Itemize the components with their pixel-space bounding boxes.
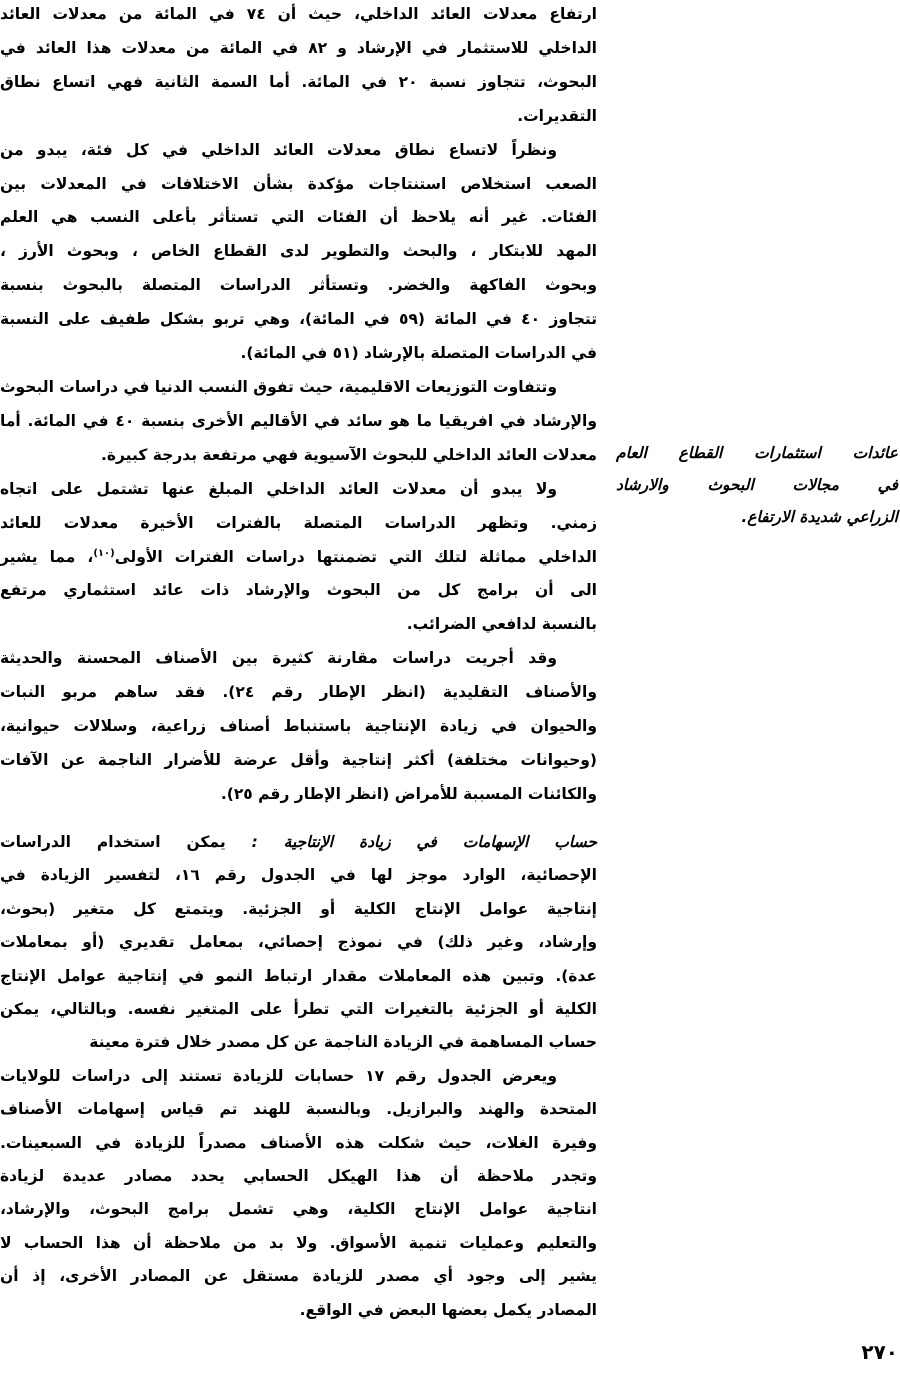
margin-note-line: عائدات استثمارات القطاع العام	[616, 444, 898, 462]
text-line: الى أن برامج كل من البحوث والإرشاد ذات عائد استثماري مرتفع	[0, 581, 597, 600]
text-line: ونظراً لاتساع نطاق معدلات العائد الداخلي في كل فئة، يبدو من	[0, 140, 557, 159]
text-line: الداخلي للاستثمار في الإرشاد و ٨٢ في المائة من معدلات هذا العائد في	[0, 38, 597, 57]
text-line: البحوث، تتجاوز نسبة ٢٠ في المائة. أما السمة الثانية فهي اتساع نطاق	[0, 72, 597, 91]
main-text-block-b	[0, 826, 597, 1327]
text-segment: ، مما يشير	[0, 547, 94, 566]
text-line: زمني. وتظهر الدراسات المتصلة بالفترات الأخيرة معدلات للعائد	[0, 513, 597, 532]
paragraph	[0, 134, 597, 371]
footnote-reference: (١٠)	[93, 547, 115, 559]
text-line: في الدراسات المتصلة بالإرشاد (٥١ في المائة).	[240, 344, 597, 363]
text-line: الإحصائية، الوارد موجز لها في الجدول رقم ١٦، لتفسير الزيادة في	[0, 866, 597, 885]
text-line: تتجاوز ٤٠ في المائة (٥٩ في المائة)، وهي تربو بشكل طفيف على النسبة	[0, 310, 598, 329]
text-line: والكائنات المسببة للأمراض (انظر الإطار رقم ٢٥).	[220, 784, 597, 803]
text-line: وتتفاوت التوزيعات الاقليمية، حيث تفوق النسب الدنيا في دراسات البحوث	[0, 377, 557, 396]
paragraph	[0, 1060, 597, 1327]
text-line: حساب المساهمة في الزيادة الناجمة عن كل مصدر خلال فترة معينة	[89, 1033, 597, 1052]
margin-note-line: الزراعي شديدة الارتفاع.	[741, 508, 898, 526]
text-line: المتحدة والهند والبرازيل. وبالنسبة للهند تم قياس إسهامات الأصناف	[0, 1100, 597, 1119]
margin-note	[616, 437, 898, 533]
section-heading: حساب الإسهامات في زيادة الإنتاجية :	[251, 833, 597, 851]
paragraph	[0, 0, 597, 134]
text-line: انتاجية عوامل الإنتاج الكلية، وهي تشمل برامج البحوث، والإرشاد،	[0, 1200, 597, 1219]
text-segment: يمكن استخدام الدراسات	[0, 833, 252, 851]
text-line: بالنسبة لدافعي الضرائب.	[406, 615, 597, 634]
paragraph	[0, 642, 597, 812]
paragraph	[0, 473, 597, 643]
text-line: المصادر يكمل بعضها البعض في الواقع.	[299, 1300, 597, 1319]
text-line: وقد أجريت دراسات مقارنة كثيرة بين الأصناف المحسنة والحديثة	[0, 649, 557, 668]
text-line: ارتفاع معدلات العائد الداخلي، حيث أن ٧٤ في المائة من معدلات العائد	[0, 5, 597, 23]
text-line	[0, 826, 597, 859]
text-line: والإرشاد في افريقيا ما هو سائد في الأقاليم الأخرى بنسبة ٤٠ في المائة. أما	[0, 411, 598, 430]
text-line: عدة). وتبين هذه المعاملات مقدار ارتباط النمو في إنتاجية عوامل الإنتاج	[0, 966, 597, 985]
main-text-block-a	[0, 0, 597, 812]
text-line: وإرشاد، وغير ذلك) في نموذج إحصائي، بمعامل تقديري (أو بمعاملات	[0, 933, 597, 952]
margin-note-line: في مجالات البحوث والارشاد	[616, 476, 898, 494]
text-line: وبحوث الفاكهة والخضر. وتستأثر الدراسات المتصلة بالبحوث بنسبة	[0, 276, 597, 295]
text-line	[0, 541, 597, 575]
text-line: معدلات العائد الداخلي للبحوث الآسيوية فهي مرتفعة بدرجة كبيرة.	[101, 445, 597, 464]
text-line: والحيوان في زيادة الإنتاجية باستنباط أصناف زراعية، وسلالات حيوانية،	[0, 717, 597, 736]
text-line: ويعرض الجدول رقم ١٧ حسابات للزيادة تستند إلى دراسات للولايات	[0, 1066, 557, 1085]
text-line: (وحيوانات مختلفة) أكثر إنتاجية وأقل عرضة للأضرار الناجمة عن الآفات	[0, 750, 597, 769]
text-line: وفيرة الغلات، حيث شكلت هذه الأصناف مصدراً للزيادة في السبعينات.	[0, 1133, 597, 1152]
text-line: التقديرات.	[517, 106, 597, 125]
text-line: والتعليم وعمليات تنمية الأسواق. ولا بد من ملاحظة أن هذا الحساب لا	[0, 1233, 597, 1252]
text-line: وتجدر ملاحظة أن هذا الهيكل الحسابي يحدد مصادر عديدة لزيادة	[0, 1167, 597, 1186]
text-line: المهد للابتكار ، والبحث والتطوير لدى القطاع الخاص ، وبحوث الأرز ،	[0, 242, 597, 261]
text-line: والأصناف التقليدية (انظر الإطار رقم ٢٤). فقد ساهم مربو النبات	[0, 683, 597, 702]
page-number: ٢٧٠	[861, 1340, 898, 1364]
paragraph	[0, 371, 597, 473]
text-line: ولا يبدو أن معدلات العائد الداخلي المبلغ عنها تشتمل على اتجاه	[0, 479, 557, 498]
text-segment: الداخلي مماثلة لتلك التي تضمنتها دراسات الفترات الأولى	[114, 547, 597, 566]
paragraph	[0, 826, 597, 1060]
text-line: الصعب استخلاص استنتاجات مؤكدة بشأن الاختلافات في المعدلات بين	[0, 174, 597, 193]
text-line: إنتاجية عوامل الإنتاج الكلية أو الجزئية. ويتمتع كل متغير (بحوث،	[0, 899, 597, 918]
text-line: يشير إلى وجود أي مصدر للزيادة مستقل عن المصادر الأخرى، إذ أن	[0, 1267, 597, 1286]
text-line: الكلية أو الجزئية بالتغيرات التي تطرأ على المتغير نفسه. وبالتالي، يمكن	[0, 1000, 597, 1019]
text-line: الفئات. غير أنه يلاحظ أن الفئات التي تستأثر بأعلى النسب هي العلم	[0, 208, 597, 227]
